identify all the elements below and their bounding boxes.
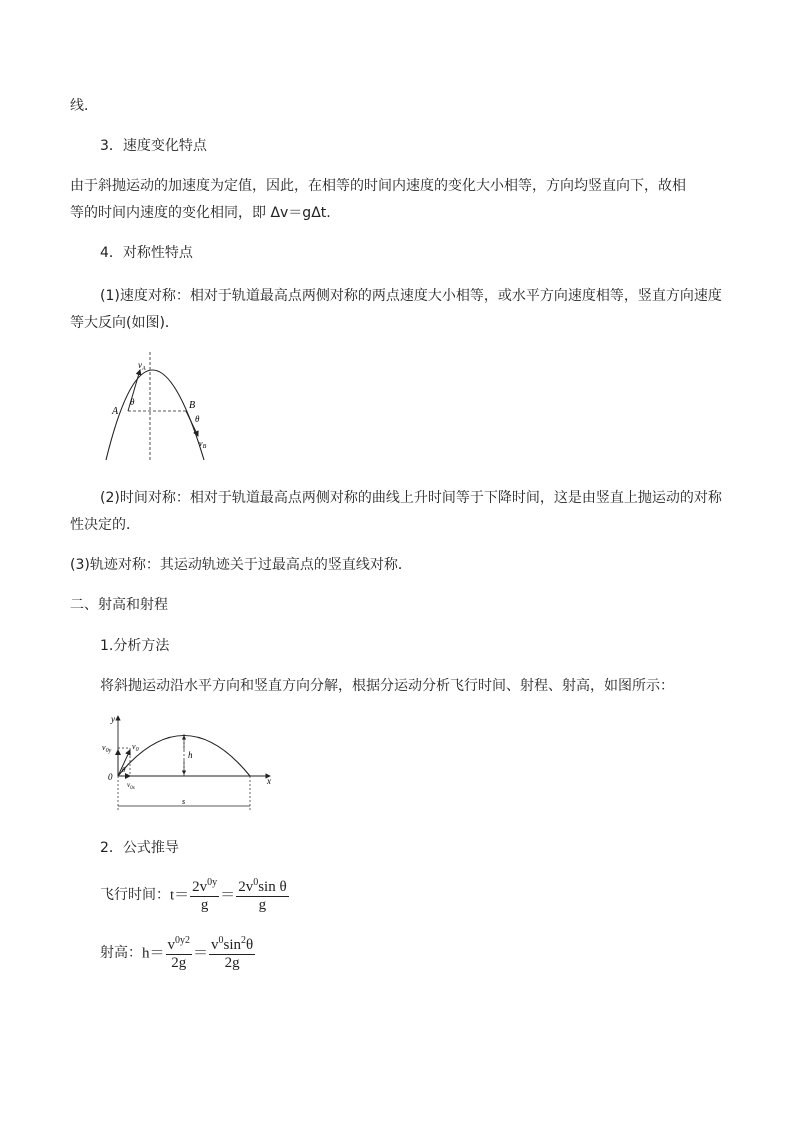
label-theta-b: θ (195, 414, 200, 424)
trajectory-curve (106, 370, 204, 460)
label-origin: 0 (108, 772, 113, 782)
label-s: s (182, 797, 186, 806)
label-theta: θ (122, 766, 126, 774)
projectile-range-diagram (100, 712, 280, 816)
section-4-title: 4．对称性特点 (100, 245, 193, 261)
time-symmetry-line-2: 性决定的． (70, 517, 140, 533)
trajectory-symmetry-line: (3)轨迹对称：其运动轨迹关于过最高点的竖直线对称． (70, 557, 412, 573)
label-theta-a: θ (130, 397, 135, 407)
label-v0x: $v_{0x}$ (127, 781, 135, 791)
velocity-symmetry-line-2: 等大反向(如图)． (70, 315, 179, 331)
label-va: $v_A$ (138, 360, 146, 372)
section-2-heading: 二、射高和射程 (70, 597, 168, 613)
formula-derivation-title: 2．公式推导 (100, 840, 179, 856)
label-vb: $v_B$ (199, 439, 207, 450)
label-v0: $v_0$ (132, 742, 139, 753)
analysis-method-text: 将斜抛运动沿水平方向和竖直方向分解，根据分运动分析飞行时间、射程、射高，如图所示： (100, 678, 674, 694)
section-3-title: 3．速度变化特点 (100, 138, 207, 154)
label-a: A (112, 406, 119, 417)
velocity-symmetry-line-1: (1)速度对称：相对于轨道最高点两侧对称的两点速度大小相等，或水平方向速度相等，竖直方向速度 (100, 288, 722, 304)
label-x: x (267, 776, 271, 786)
velocity-symmetry-diagram (100, 348, 212, 464)
max-height-formula: 射高：h＝ $\frac{v^{0y2}}{2g}$ ＝ $\frac{v^0\sin^2\theta}{2g}$ (100, 932, 256, 972)
section-3-text-line-1: 由于斜抛运动的加速度为定值，因此，在相等的时间内速度的变化大小相等，方向均竖直向下，故相 (70, 178, 686, 194)
section-3-text-line-2: 等的时间内速度的变化相同，即 Δv＝gΔt. (70, 205, 331, 221)
text-line-tail: 线． (70, 98, 98, 114)
label-b: B (189, 400, 196, 411)
label-y: y (111, 714, 115, 724)
time-symmetry-line-1: (2)时间对称：相对于轨道最高点两侧对称的曲线上升时间等于下降时间，这是由竖直上抛运动的对称 (100, 490, 722, 506)
flight-time-formula: 飞行时间：t＝ $\frac{2v^{0y}}{g}$ ＝ $\frac{2v^0\sin \theta}{g}$ (100, 874, 290, 914)
label-h: h (188, 750, 193, 760)
label-v0y: $v_{0y}$ (102, 743, 112, 754)
analysis-method-title: 1.分析方法 (100, 638, 170, 654)
